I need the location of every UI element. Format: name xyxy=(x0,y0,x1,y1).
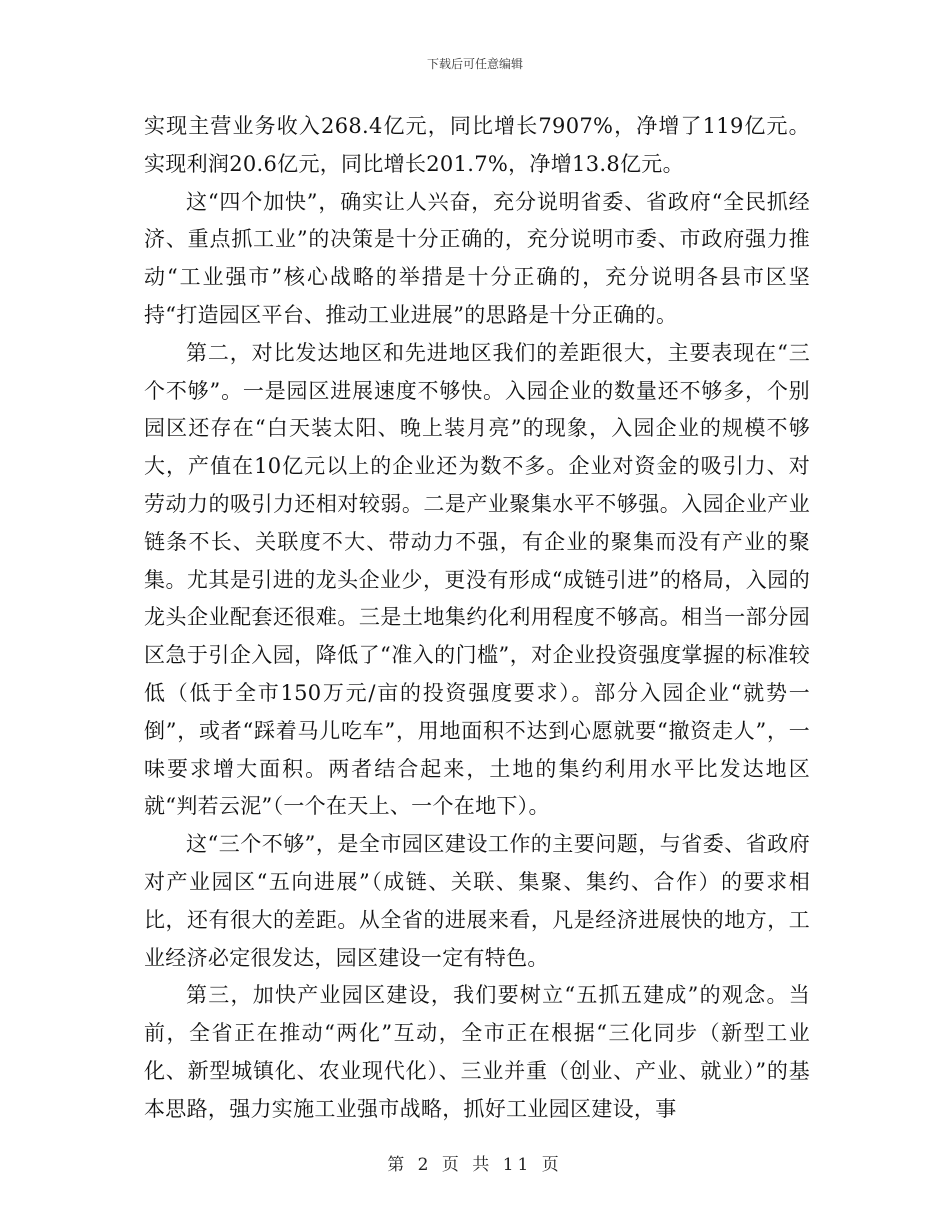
paragraph-1: 实现主营业务收入268.4亿元，同比增长7907%，净增了119亿元。实现利润20.6亿元，同比增长201.7%，净增13.8亿元。 xyxy=(144,114,810,176)
paragraph-4: 这“三个不够”，是全市园区建设工作的主要问题，与省委、省政府对产业园区“五向进展”（成链、关联、集聚、集约、合作）的要求相比，还有很大的差距。从全省的进展来看，凡是经济进展快的地方，工业经济必定很发达，园区建设一定有特色。 xyxy=(144,832,810,970)
paragraph-2: 这“四个加快”，确实让人兴奋，充分说明省委、省政府“全民抓经济、重点抓工业”的决策是十分正确的，充分说明市委、市政府强力推动“工业强市”核心战略的举措是十分正确的，充分说明各县市区坚持“打造园区平台、推动工业进展”的思路是十分正确的。 xyxy=(144,189,810,327)
page-header-note: 下载后可任意编辑 xyxy=(426,57,523,71)
paragraph-5: 第三，加快产业园区建设，我们要树立“五抓五建成”的观念。当前，全省正在推动“两化”互动，全市正在根据“三化同步（新型工业化、新型城镇化、农业现代化）、三业并重（创业、产业、就业）”的基本思路，强力实施工业强市战略，抓好工业园区建设，事 xyxy=(144,983,810,1121)
document-body xyxy=(144,108,810,1129)
page-number: 第 2 页 共 11 页 xyxy=(387,1155,563,1175)
paragraph-3: 第二，对比发达地区和先进地区我们的差距很大，主要表现在“三个不够”。一是园区进展速度不够快。入园企业的数量还不够多，个别园区还存在“白天装太阳、晚上装月亮”的现象，入园企业的规模不够大，产值在10亿元以上的企业还为数不多。企业对资金的吸引力、对劳动力的吸引力还相对较弱。二是产业聚集水平不够强。入园企业产业链条不长、关联度不大、带动力不强，有企业的聚集而没有产业的聚集。尤其是引进的龙头企业少，更没有形成“成链引进”的格局，入园的龙头企业配套还很难。三是土地集约化利用程度不够高。相当一部分园区急于引企入园，降低了“准入的门槛”，对企业投资强度掌握的标准较低（低于全市150万元/亩的投资强度要求）。部分入园企业“就势一倒”，或者“踩着马儿吃车”，用地面积不达到心愿就要“撤资走人”，一味要求增大面积。两者结合起来，土地的集约利用水平比发达地区就“判若云泥”（一个在天上、一个在地下）。 xyxy=(144,340,810,819)
